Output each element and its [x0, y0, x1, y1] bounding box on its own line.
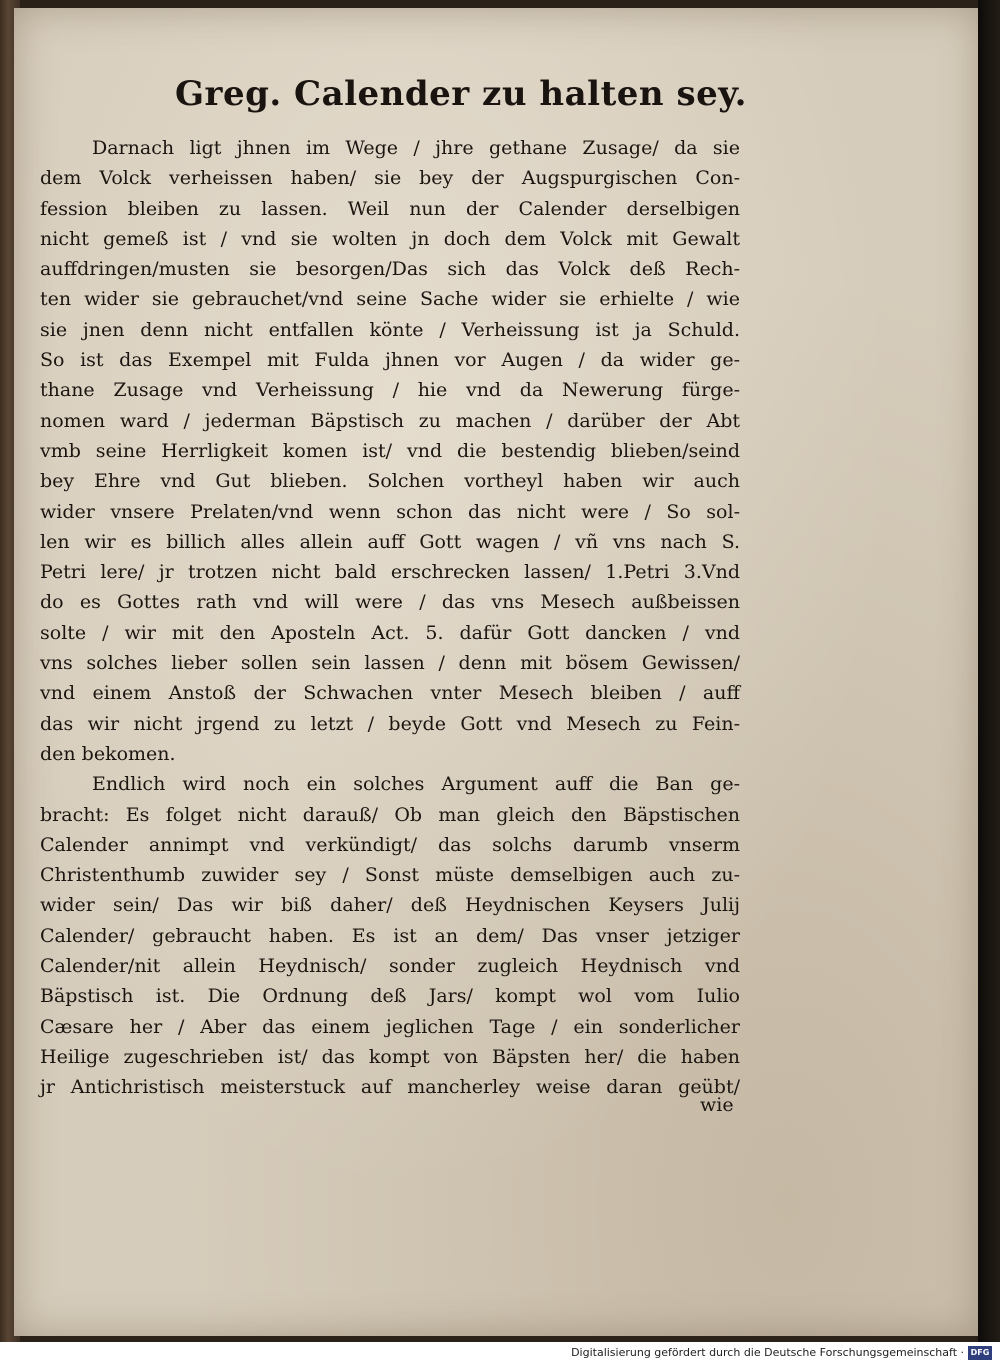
text-line: Heilige zugeschrieben ist/ das kompt von Bäpsten her/ die haben	[40, 1045, 740, 1068]
text-line: So ist das Exempel mit Fulda jhnen vor Augen / da wider ge-	[40, 349, 740, 372]
text-line: nicht gemeß ist / vnd sie wolten jn doch dem Volck mit Gewalt	[40, 227, 740, 250]
text-line: wider sein/ Das wir biß daher/ deß Heydnischen Keysers Julij	[40, 894, 740, 917]
text-line: bracht: Es folget nicht darauß/ Ob man gleich den Bäpstischen	[40, 803, 740, 826]
text-line: thane Zusage vnd Verheissung / hie vnd da Newerung fürge-	[40, 379, 740, 402]
footer-credit: Digitalisierung gefördert durch die Deutsche Forschungsgemeinschaft ·	[571, 1346, 964, 1359]
text-line: den bekomen.	[40, 742, 176, 765]
text-line: auffdringen/musten sie besorgen/Das sich das Volck deß Rech-	[40, 258, 740, 281]
text-line: ten wider sie gebrauchet/vnd seine Sache wider sie erhielte / wie	[40, 288, 740, 311]
running-head: Greg. Calender zu halten sey.	[175, 74, 747, 114]
text-line: sie jnen denn nicht entfallen könte / Verheissung ist ja Schuld.	[40, 318, 740, 341]
text-line: bey Ehre vnd Gut blieben. Solchen vortheyl haben wir auch	[40, 470, 740, 493]
text-line: Cæsare her / Aber das einem jeglichen Tage / ein sonderlicher	[40, 1015, 740, 1038]
footer-bar	[0, 1342, 1000, 1365]
right-margin-strip	[978, 0, 1000, 1342]
text-line: Calender/ gebraucht haben. Es ist an dem/ Das vnser jetziger	[40, 924, 740, 947]
text-line: solte / wir mit den Aposteln Act. 5. dafür Gott dancken / vnd	[40, 621, 740, 644]
catchword: wie	[700, 1094, 734, 1116]
text-line: vns solches lieber sollen sein lassen / denn mit bösem Gewissen/	[40, 652, 740, 675]
text-line: Calender/nit allein Heydnisch/ sonder zugleich Heydnisch vnd	[40, 955, 740, 978]
text-line: Bäpstisch ist. Die Ordnung deß Jars/ kompt wol vom Iulio	[40, 985, 740, 1008]
text-line: Petri lere/ jr trotzen nicht bald erschrecken lassen/ 1.Petri 3.Vnd	[40, 561, 740, 584]
text-line: nomen ward / jederman Bäpstisch zu machen / darüber der Abt	[40, 409, 740, 432]
text-line: wider vnsere Prelaten/vnd wenn schon das nicht were / So sol-	[40, 500, 740, 523]
text-line: do es Gottes rath vnd will were / das vns Mesech außbeissen	[40, 591, 740, 614]
text-line: Endlich wird noch ein solches Argument auff die Ban ge-	[92, 773, 740, 796]
dfg-logo-icon: DFG	[968, 1346, 992, 1360]
text-line: jr Antichristisch meisterstuck auf mancherley weise daran geübt/	[40, 1076, 740, 1099]
text-line: Calender annimpt vnd verkündigt/ das solchs darumb vnserm	[40, 833, 740, 856]
body-text	[40, 133, 740, 1103]
text-line: fession bleiben zu lassen. Weil nun der Calender derselbigen	[40, 197, 740, 220]
text-line: Christenthumb zuwider sey / Sonst müste demselbigen auch zu-	[40, 864, 740, 887]
text-line: das wir nicht jrgend zu letzt / beyde Gott vnd Mesech zu Fein-	[40, 712, 740, 735]
text-line: vmb seine Herrligkeit komen ist/ vnd die bestendig blieben/seind	[40, 439, 740, 462]
text-line: vnd einem Anstoß der Schwachen vnter Mesech bleiben / auff	[40, 682, 740, 705]
text-line: len wir es billich alles allein auff Gott wagen / vñ vns nach S.	[40, 530, 740, 553]
text-line: Darnach ligt jhnen im Wege / jhre gethane Zusage/ da sie	[92, 137, 740, 159]
text-line: dem Volck verheissen haben/ sie bey der Augspurgischen Con-	[40, 167, 740, 190]
